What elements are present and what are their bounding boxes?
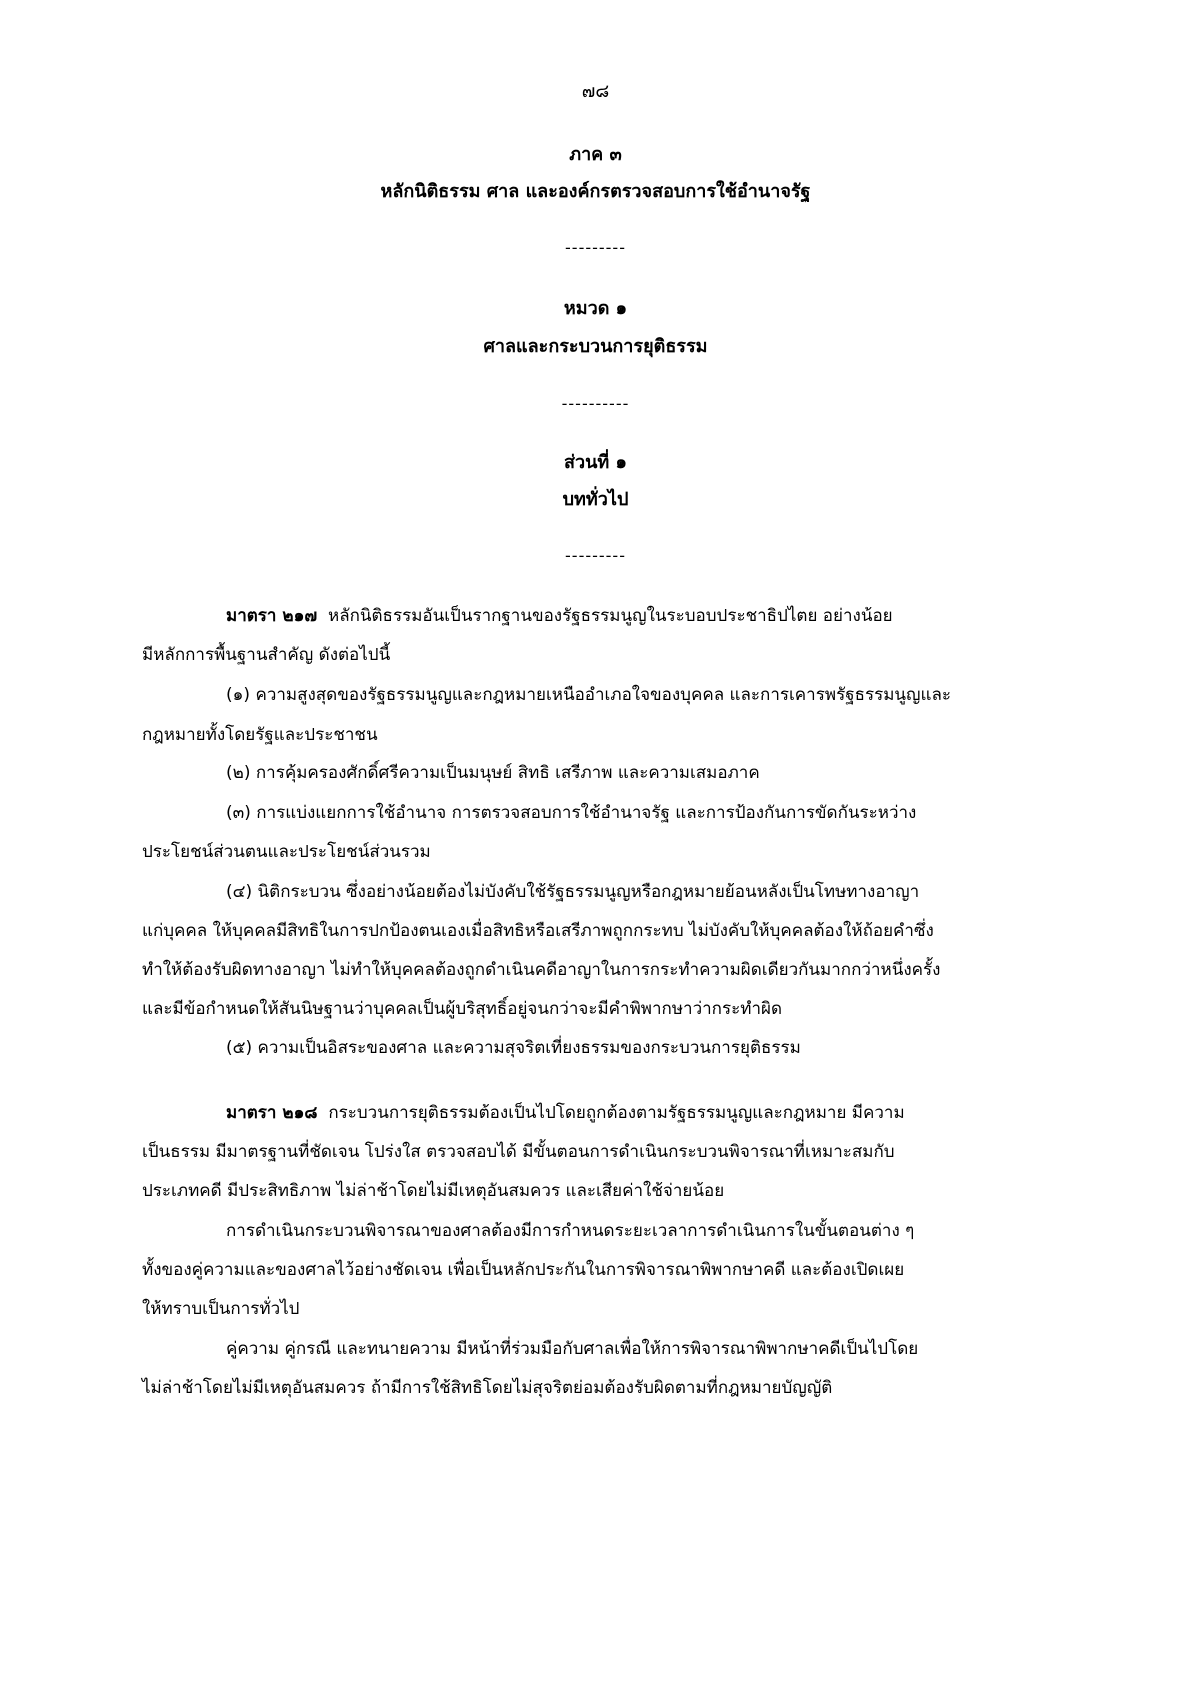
section-218-para-2-cont: ทั้งของคู่ความและของศาลไว้อย่างชัดเจน เพื่อเป็นหลักประกันในการพิจารณาพิพากษาคดี และต้องเปิดเผย bbox=[142, 1260, 905, 1280]
divider: ---------- bbox=[561, 394, 630, 413]
divider: --------- bbox=[565, 546, 626, 565]
section-217-item-5: (๕) ความเป็นอิสระของศาล และความสุจริตเที่ยงธรรมของกระบวนการยุติธรรม bbox=[226, 1038, 801, 1058]
section-217-line: มีหลักการพื้นฐานสำคัญ ดังต่อไปนี้ bbox=[142, 645, 391, 665]
section-218-label: มาตรา ๒๑๘ bbox=[226, 1103, 318, 1123]
part-title: หลักนิติธรรม ศาล และองค์กรตรวจสอบการใช้อำนาจรัฐ bbox=[380, 181, 811, 202]
section-217-item-4: (๔) นิติกระบวน ซึ่งอย่างน้อยต้องไม่บังคับใช้รัฐธรรมนูญหรือกฎหมายย้อนหลังเป็นโทษทางอาญา bbox=[226, 882, 920, 902]
section-217-item-3: (๓) การแบ่งแยกการใช้อำนาจ การตรวจสอบการใช้อำนาจรัฐ และการป้องกันการขัดกันระหว่าง bbox=[226, 803, 917, 823]
section-217-label: มาตรา ๒๑๗ bbox=[226, 606, 318, 626]
section-217-item-3-cont: ประโยชน์ส่วนตนและประโยชน์ส่วนรวม bbox=[142, 842, 431, 862]
section-218-line: เป็นธรรม มีมาตรฐานที่ชัดเจน โปร่งใส ตรวจสอบได้ มีขั้นตอนการดำเนินกระบวนพิจารณาที่เหมาะสมกับ bbox=[142, 1142, 895, 1162]
section-218-line bbox=[226, 1100, 905, 1126]
section-218-text: กระบวนการยุติธรรมต้องเป็นไปโดยถูกต้องตามรัฐธรรมนูญและกฎหมาย มีความ bbox=[328, 1103, 905, 1123]
section-217-text: หลักนิติธรรมอันเป็นรากฐานของรัฐธรรมนูญในระบอบประชาธิปไตย อย่างน้อย bbox=[327, 606, 893, 626]
divider: --------- bbox=[565, 238, 626, 257]
section-part-title: บททั่วไป bbox=[562, 489, 629, 510]
section-217-item-4-cont: ทำให้ต้องรับผิดทางอาญา ไม่ทำให้บุคคลต้องถูกดำเนินคดีอาญาในการกระทำความผิดเดียวกันมากกว่าหนึ่งครั้ง bbox=[142, 960, 941, 980]
section-218-para-2: การดำเนินกระบวนพิจารณาของศาลต้องมีการกำหนดระยะเวลาการดำเนินการในขั้นตอนต่าง ๆ bbox=[226, 1221, 915, 1241]
section-part-label: ส่วนที่ ๑ bbox=[564, 452, 627, 473]
chapter-label: หมวด ๑ bbox=[563, 298, 628, 319]
section-217-item-2: (๒) การคุ้มครองศักดิ์ศรีความเป็นมนุษย์ สิทธิ เสรีภาพ และความเสมอภาค bbox=[226, 763, 760, 783]
section-217-item-4-cont: แก่บุคคล ให้บุคคลมีสิทธิในการปกป้องตนเองเมื่อสิทธิหรือเสรีภาพถูกกระทบ ไม่บังคับให้บุคคลต้องให้ถ้อยคำซึ่ง bbox=[142, 921, 934, 941]
section-218-line: ประเภทคดี มีประสิทธิภาพ ไม่ล่าช้าโดยไม่มีเหตุอันสมควร และเสียค่าใช้จ่ายน้อย bbox=[142, 1181, 725, 1201]
section-218-para-3-cont: ไม่ล่าช้าโดยไม่มีเหตุอันสมควร ถ้ามีการใช้สิทธิโดยไม่สุจริตย่อมต้องรับผิดตามที่กฎหมายบัญญัติ bbox=[142, 1378, 833, 1398]
section-218-para-2-cont: ให้ทราบเป็นการทั่วไป bbox=[142, 1299, 300, 1319]
page-number: ๗๘ bbox=[581, 81, 610, 102]
section-218-para-3: คู่ความ คู่กรณี และทนายความ มีหน้าที่ร่วมมือกับศาลเพื่อให้การพิจารณาพิพากษาคดีเป็นไปโดย bbox=[226, 1339, 919, 1359]
section-217-item-4-cont: และมีข้อกำหนดให้สันนิษฐานว่าบุคคลเป็นผู้บริสุทธิ์อยู่จนกว่าจะมีคำพิพากษาว่ากระทำผิด bbox=[142, 999, 782, 1019]
chapter-title: ศาลและกระบวนการยุติธรรม bbox=[483, 336, 708, 357]
section-217-line bbox=[226, 603, 893, 629]
part-label: ภาค ๓ bbox=[569, 144, 622, 165]
section-217-item-1: (๑) ความสูงสุดของรัฐธรรมนูญและกฎหมายเหนืออำเภอใจของบุคคล และการเคารพรัฐธรรมนูญและ bbox=[226, 685, 952, 705]
section-217-item-1-cont: กฎหมายทั้งโดยรัฐและประชาชน bbox=[142, 725, 378, 745]
